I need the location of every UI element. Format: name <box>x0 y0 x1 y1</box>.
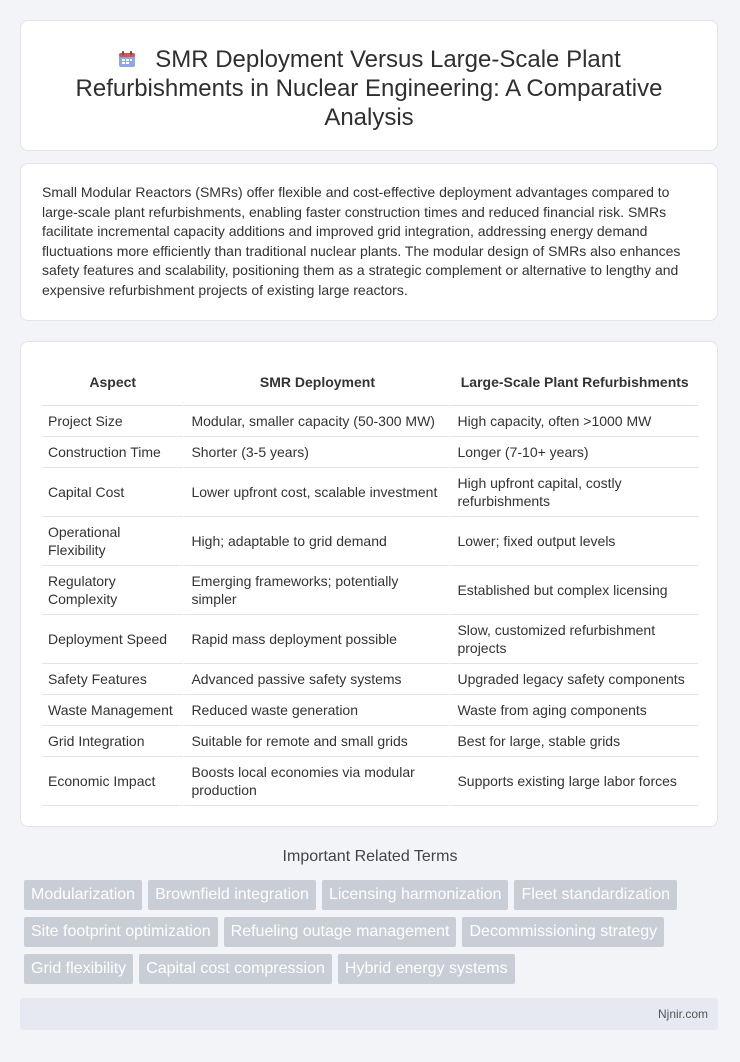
cell-aspect: Deployment Speed <box>42 615 183 664</box>
cell-aspect: Regulatory Complexity <box>42 566 183 615</box>
table-row <box>42 437 698 468</box>
cell-aspect: Construction Time <box>42 437 183 468</box>
related-term-tag[interactable]: Fleet standardization <box>514 880 677 910</box>
cell-refurbishment: Slow, customized refurbishment projects <box>449 615 698 664</box>
page-title <box>61 45 677 132</box>
header-aspect: Aspect <box>42 359 183 406</box>
cell-refurbishment: High upfront capital, costly refurbishments <box>449 468 698 517</box>
calendar-icon <box>117 49 137 69</box>
cell-smr: Suitable for remote and small grids <box>183 726 449 757</box>
related-term-tag[interactable]: Grid flexibility <box>24 954 133 984</box>
related-terms-list <box>24 880 724 991</box>
page-title-text: SMR Deployment Versus Large-Scale Plant Refurbishments in Nuclear Engineering: A Comparative Analysis <box>75 46 663 131</box>
related-terms-heading: Important Related Terms <box>282 848 458 865</box>
cell-aspect: Waste Management <box>42 695 183 726</box>
footer-brand[interactable]: Njnir.com <box>657 1007 708 1021</box>
table-row <box>42 615 698 664</box>
comparison-table <box>42 359 698 806</box>
cell-refurbishment: Supports existing large labor forces <box>449 757 698 806</box>
cell-aspect: Economic Impact <box>42 757 183 806</box>
intro-paragraph: Small Modular Reactors (SMRs) offer flexible and cost-effective deployment advantages compared to large-scale plant refurbishments, enabling faster construction times and reduced financial risk. SMRs facilitate incremental capacity additions and improved grid integration, addressing energy demand fluctuations more efficiently than traditional nuclear plants. The modular design of SMRs also enhances safety features and scalability, positioning them as a strategic complement or alternative to lengthy and expensive refurbishment projects of existing large reactors. <box>42 184 681 298</box>
cell-aspect: Capital Cost <box>42 468 183 517</box>
related-term-tag[interactable]: Hybrid energy systems <box>338 954 515 984</box>
table-header-row <box>42 359 698 406</box>
table-row <box>42 757 698 806</box>
footer <box>20 998 718 1030</box>
cell-smr: Modular, smaller capacity (50-300 MW) <box>183 406 449 437</box>
table-row <box>42 406 698 437</box>
cell-smr: Lower upfront cost, scalable investment <box>183 468 449 517</box>
related-term-tag[interactable]: Licensing harmonization <box>322 880 509 910</box>
related-term-tag[interactable]: Capital cost compression <box>139 954 332 984</box>
intro-card <box>20 163 718 321</box>
cell-smr: High; adaptable to grid demand <box>183 517 449 566</box>
related-term-tag[interactable]: Brownfield integration <box>148 880 316 910</box>
cell-refurbishment: Established but complex licensing <box>449 566 698 615</box>
table-row <box>42 468 698 517</box>
cell-smr: Boosts local economies via modular production <box>183 757 449 806</box>
header-smr: SMR Deployment <box>183 359 449 406</box>
table-row <box>42 566 698 615</box>
table-row <box>42 664 698 695</box>
cell-refurbishment: Waste from aging components <box>449 695 698 726</box>
table-row <box>42 695 698 726</box>
header-refurbishment: Large-Scale Plant Refurbishments <box>449 359 698 406</box>
cell-refurbishment: High capacity, often >1000 MW <box>449 406 698 437</box>
cell-aspect: Grid Integration <box>42 726 183 757</box>
cell-smr: Emerging frameworks; potentially simpler <box>183 566 449 615</box>
cell-refurbishment: Upgraded legacy safety components <box>449 664 698 695</box>
comparison-table-card <box>20 341 718 827</box>
table-row <box>42 517 698 566</box>
related-term-tag[interactable]: Decommissioning strategy <box>462 917 664 947</box>
cell-smr: Advanced passive safety systems <box>183 664 449 695</box>
title-card <box>20 20 718 151</box>
cell-aspect: Project Size <box>42 406 183 437</box>
cell-smr: Shorter (3-5 years) <box>183 437 449 468</box>
related-term-tag[interactable]: Modularization <box>24 880 142 910</box>
related-term-tag[interactable]: Refueling outage management <box>224 917 457 947</box>
cell-refurbishment: Lower; fixed output levels <box>449 517 698 566</box>
cell-aspect: Safety Features <box>42 664 183 695</box>
related-term-tag[interactable]: Site footprint optimization <box>24 917 218 947</box>
cell-smr: Reduced waste generation <box>183 695 449 726</box>
cell-refurbishment: Longer (7-10+ years) <box>449 437 698 468</box>
table-row <box>42 726 698 757</box>
cell-smr: Rapid mass deployment possible <box>183 615 449 664</box>
cell-refurbishment: Best for large, stable grids <box>449 726 698 757</box>
cell-aspect: Operational Flexibility <box>42 517 183 566</box>
